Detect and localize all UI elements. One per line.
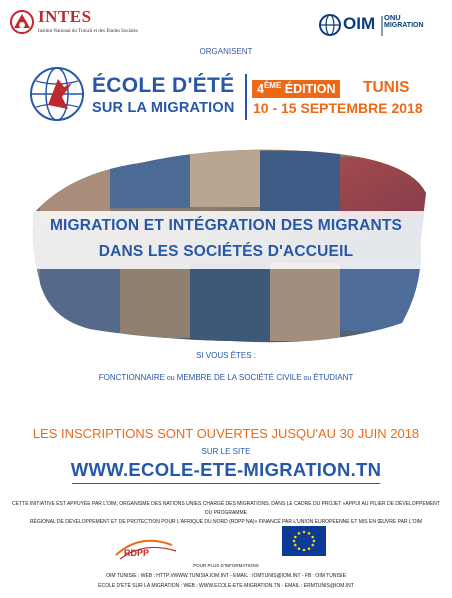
disclaimer-line1: CETTE INITIATIVE EST APPUYÉE PAR L'OIM, ORGANISME DES NATIONS UNIES CHARGÉ DES MIGRATIONS, DANS LE CADRE DU PROJET «APPUI AU PILIER DE DÉVELOPPEMENT DU PROGRAMME <box>12 501 440 516</box>
role-fonctionnaire: FONCTIONNAIRE <box>98 373 165 382</box>
oim-logo-icon <box>318 12 446 40</box>
event-dates: 10 - 15 SEPTEMBRE 2018 <box>253 100 423 116</box>
sur-le-site-label: SUR LE SITE <box>201 447 251 456</box>
oim-tagline <box>384 14 424 30</box>
role-etudiant: ÉTUDIANT <box>313 373 354 382</box>
event-title-line1: ÉCOLE D'ÉTÉ <box>92 74 235 97</box>
oim-onu: ONU <box>384 13 401 22</box>
or-connector-1: ou <box>164 375 177 382</box>
website-link[interactable]: WWW.ECOLE-ETE-MIGRATION.TN <box>70 459 382 480</box>
event-title-line2: SUR LA MIGRATION <box>92 100 235 116</box>
contact-ecole: ÉCOLE D'ÉTÉ SUR LA MIGRATION : WEB : WWW.ECOLE-ETE-MIGRATION.TN - EMAIL : ERMTUNIS@IOM.INT <box>98 583 354 589</box>
organisent-label: ORGANISENT <box>199 47 253 56</box>
edition-suffix: ÈME <box>263 80 282 90</box>
edition-number: 4 <box>257 82 264 96</box>
title-divider <box>245 74 247 120</box>
role-societe-civile: MEMBRE DE LA SOCIÉTÉ CIVILE <box>176 373 302 382</box>
globe-logo-icon <box>28 65 86 123</box>
registration-notice: LES INSCRIPTIONS SONT OUVERTES JUSQU'AU 30 JUIN 2018 <box>32 426 420 441</box>
oim-migration: MIGRATION <box>384 22 424 29</box>
disclaimer-line2: RÉGIONAL DE DÉVELOPPEMENT ET DE PROTECTION POUR L'AFRIQUE DU NORD (RDPP NA)» FINANCÉ PAR L'UNION EUROPÉENNE ET MIS EN ŒUVRE PAR L'OIM <box>29 519 423 525</box>
rdpp-logo-icon <box>110 529 185 563</box>
contact-oim: OIM TUNISIE : WEB : HTTP://WWW.TUNISIA.IOM.INT - EMAIL : IOMTUNIS@IOM.INT - FB : OIM TUNISIE <box>106 573 346 579</box>
si-vous-etes: SI VOUS ÊTES : <box>195 351 256 360</box>
theme-line2: DANS LES SOCIÉTÉS D'ACCUEIL <box>98 243 354 260</box>
edition-badge <box>252 80 340 98</box>
website-underline <box>72 483 380 484</box>
edition-word: ÉDITION <box>281 82 336 96</box>
rdpp-text: RDPP <box>124 548 150 558</box>
intes-name: INTES <box>38 7 92 26</box>
theme-heading <box>0 213 452 265</box>
event-city: TUNIS <box>363 79 410 96</box>
or-connector-2: ou <box>301 375 314 382</box>
disclaimer <box>8 500 444 527</box>
eu-stars-icon <box>282 526 326 556</box>
oim-wordmark: OIM <box>343 14 376 33</box>
theme-line1: MIGRATION ET INTÉGRATION DES MIGRANTS <box>49 217 403 234</box>
audience-roles <box>0 373 452 382</box>
intes-subtitle: Institut National du Travail et des Etudes Sociales <box>38 29 138 34</box>
more-info-label: POUR PLUS D'INFORMATIONS <box>193 563 259 568</box>
